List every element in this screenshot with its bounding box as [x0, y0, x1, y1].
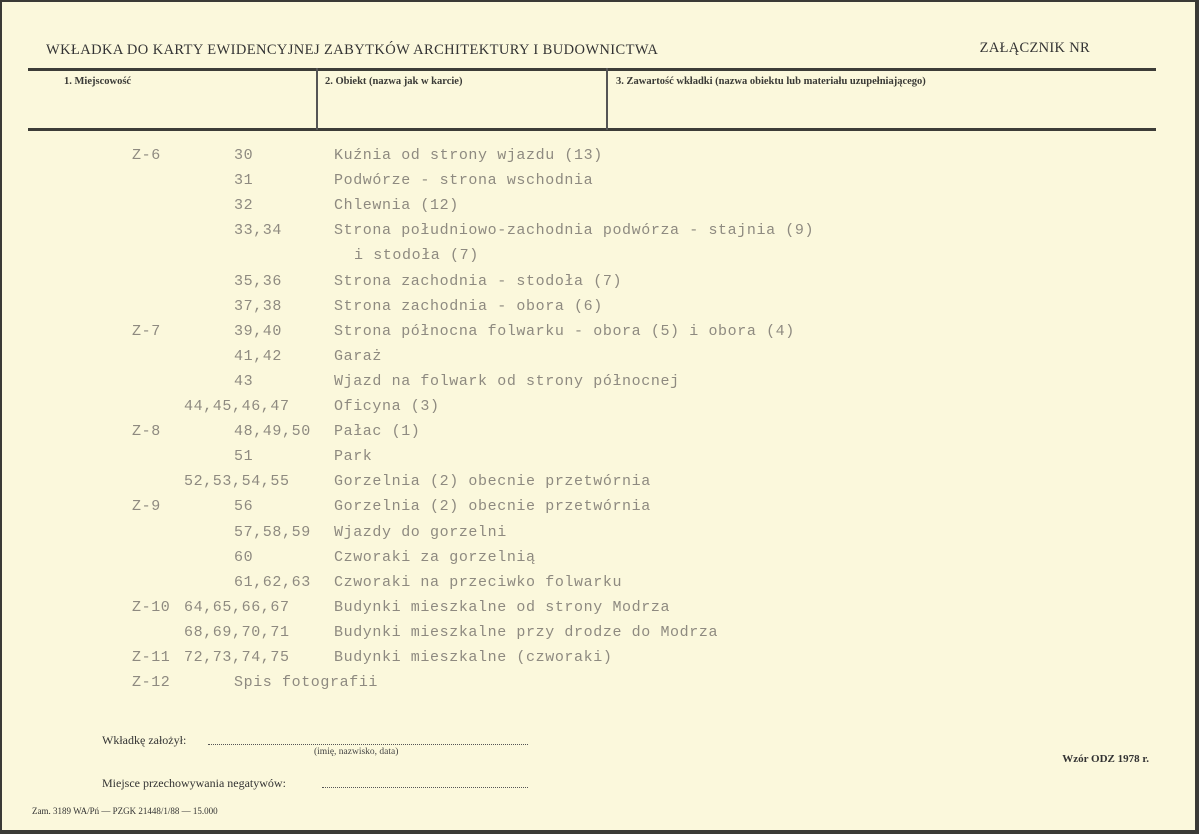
entry-description: Oficyna (3): [334, 398, 440, 415]
entry-code: Z-6: [132, 147, 161, 164]
entry-row: [2, 147, 1195, 167]
entry-description: Chlewnia (12): [334, 197, 459, 215]
entry-photo-numbers: 39,40: [234, 322, 283, 340]
entry-row: [2, 247, 1195, 267]
entry-photo-numbers: 72,73,74,75: [184, 649, 290, 666]
entry-photo-numbers: 51: [234, 448, 254, 466]
entry-row: [2, 473, 1195, 493]
entry-photo-numbers: 37,38: [234, 297, 283, 315]
founder-label: Wkładkę założył:: [102, 733, 187, 747]
entry-row: [2, 423, 1195, 443]
entry-description: Czworaki za gorzelnią: [334, 548, 536, 566]
entry-photo-numbers: 60: [234, 548, 254, 566]
column-header-locality: 1. Miejscowość: [64, 76, 132, 87]
entry-code: Z-9: [132, 498, 161, 516]
entry-photo-numbers: 56: [234, 498, 254, 516]
entry-description: Wjazd na folwark od strony północnej: [334, 372, 680, 390]
entry-description: Podwórze - strona wschodnia: [334, 172, 594, 190]
entry-code: Z-11: [132, 649, 171, 666]
founder-hint: (imię, nazwisko, data): [314, 747, 399, 757]
column-divider-1: [316, 68, 318, 130]
entry-row: [2, 172, 1195, 192]
entry-description: Garaż: [334, 347, 383, 365]
entry-row: [2, 222, 1195, 242]
entry-code: Z-8: [132, 423, 161, 441]
entry-row: [2, 298, 1195, 318]
entry-description: Strona południowo-zachodnia podwórza - stajnia (9): [334, 222, 815, 240]
entry-description: i stodoła (7): [354, 247, 479, 265]
entry-photo-numbers: 64,65,66,67: [184, 598, 290, 616]
column-header-contents: 3. Zawartość wkładki (nazwa obiektu lub materiału uzupełniającego): [616, 76, 926, 87]
entry-code: Z-10: [132, 598, 171, 616]
entry-description: Czworaki na przeciwko folwarku: [334, 573, 623, 591]
entry-row: [2, 373, 1195, 393]
entry-description: Wjazdy do gorzelni: [334, 523, 507, 541]
entry-row: [2, 649, 1195, 669]
template-label: Wzór ODZ 1978 r.: [1062, 753, 1149, 765]
entry-photo-numbers: 61,62,63: [234, 573, 311, 591]
column-divider-2: [606, 68, 608, 130]
entry-row: [2, 624, 1195, 644]
entry-row: [2, 524, 1195, 544]
entry-row: [2, 273, 1195, 293]
founder-field: [208, 744, 528, 745]
entry-code: Z-7: [132, 322, 161, 340]
print-order-label: Zam. 3189 WA/Pń — PZGK 21448/1/88 — 15.000: [32, 806, 218, 816]
negatives-field: [322, 787, 528, 788]
entry-row: [2, 448, 1195, 468]
column-header-object: 2. Obiekt (nazwa jak w karcie): [325, 76, 463, 87]
entry-description: Strona zachodnia - obora (6): [334, 297, 603, 315]
entry-photo-numbers: 41,42: [234, 347, 283, 365]
form-title: WKŁADKA DO KARTY EWIDENCYJNEJ ZABYTKÓW ARCHITEKTURY I BUDOWNICTWA: [46, 42, 659, 58]
entry-photo-numbers: 68,69,70,71: [184, 623, 290, 641]
entry-description: Gorzelnia (2) obecnie przetwórnia: [334, 498, 651, 516]
entry-row: [2, 599, 1195, 619]
entry-photo-numbers: 32: [234, 197, 254, 215]
entry-photo-numbers: 57,58,59: [234, 523, 311, 541]
entry-description: Spis fotografii: [234, 674, 379, 692]
header-rule-bottom: [28, 128, 1156, 131]
entry-description: Kuźnia od strony wjazdu (13): [334, 147, 603, 164]
entry-photo-numbers: 33,34: [234, 222, 283, 240]
entry-description: Gorzelnia (2) obecnie przetwórnia: [334, 473, 651, 491]
entry-row: [2, 348, 1195, 368]
annex-number-label: ZAŁĄCZNIK NR: [979, 40, 1090, 56]
entry-row: [2, 674, 1195, 694]
entry-photo-numbers: 48,49,50: [234, 423, 311, 441]
entry-description: Strona północna folwarku - obora (5) i obora (4): [334, 322, 795, 340]
entry-photo-numbers: 52,53,54,55: [184, 473, 290, 491]
entry-description: Budynki mieszkalne przy drodze do Modrza: [334, 623, 719, 641]
entry-description: Strona zachodnia - stodoła (7): [334, 272, 623, 290]
entry-photo-numbers: 31: [234, 172, 254, 190]
entry-photo-numbers: 35,36: [234, 272, 283, 290]
entry-description: Pałac (1): [334, 423, 421, 441]
inventory-insert-card: [2, 2, 1195, 830]
entry-photo-numbers: 30: [234, 147, 254, 164]
entry-row: [2, 549, 1195, 569]
entry-row: [2, 498, 1195, 518]
entry-description: Park: [334, 448, 373, 466]
entry-row: [2, 574, 1195, 594]
entry-photo-numbers: 43: [234, 372, 254, 390]
entry-row: [2, 197, 1195, 217]
entry-code: Z-12: [132, 674, 171, 692]
entry-row: [2, 323, 1195, 343]
negatives-label: Miejsce przechowywania negatywów:: [102, 776, 286, 790]
entry-photo-numbers: 44,45,46,47: [184, 398, 290, 415]
entry-row: [2, 398, 1195, 418]
entry-description: Budynki mieszkalne od strony Modrza: [334, 598, 671, 616]
header-rule-top: [28, 68, 1156, 71]
entry-description: Budynki mieszkalne (czworaki): [334, 649, 613, 666]
